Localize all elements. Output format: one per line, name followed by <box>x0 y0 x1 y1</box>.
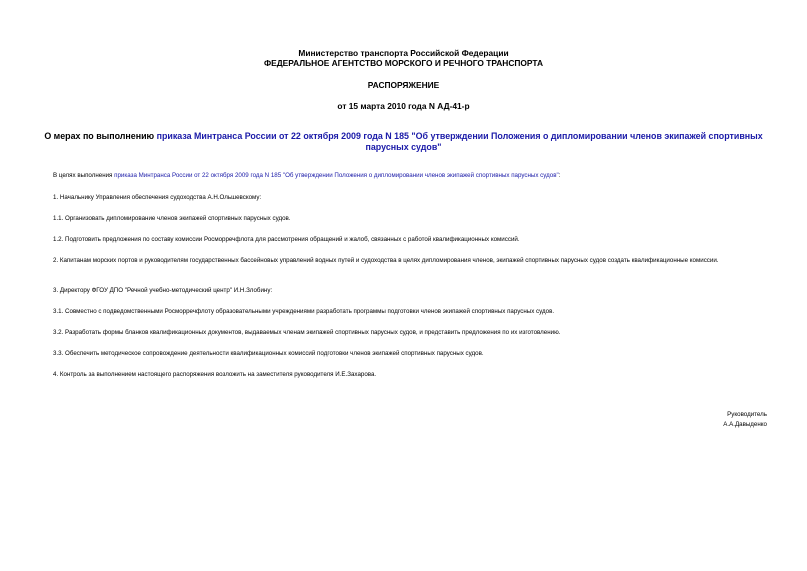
ministry-heading: Министерство транспорта Российской Федерации <box>298 48 509 58</box>
paragraph-4: 4. Контроль за выполнением настоящего распоряжения возложить на заместителя руководителя И.Е.Захарова. <box>53 371 377 378</box>
document-title <box>40 131 767 153</box>
intro-order-link[interactable]: приказа Минтранса России от 22 октября 2009 года N 185 "Об утверждении Положения о дипломировании членов экипажей спортивных парусных судов" <box>114 172 559 179</box>
paragraph-1: 1. Начальнику Управления обеспечения судоходства А.Н.Ольшевскому: <box>53 194 262 201</box>
paragraph-3-1: 3.1. Совместно с подведомственными Росморречфлоту образовательными учреждениями разработать программы подготовки членов экипажей спортивных парусных судов. <box>53 308 555 315</box>
title-order-link[interactable]: приказа Минтранса России от 22 октября 2009 года N 185 "Об утверждении Положения о дипломировании членов экипажей спортивных парусных судов" <box>156 131 763 152</box>
paragraph-2: 2. Капитанам морских портов и руководителям государственных бассейновых управлений водных путей и судоходства в целях дипломирования членов, экипажей спортивных парусных судов создать квалификационные комиссии. <box>53 257 719 264</box>
agency-heading: ФЕДЕРАЛЬНОЕ АГЕНТСТВО МОРСКОГО И РЕЧНОГО ТРАНСПОРТА <box>263 58 544 68</box>
paragraph-1-1: 1.1. Организовать дипломирование членов экипажей спортивных парусных судов. <box>53 215 291 222</box>
title-prefix: О мерах по выполнению <box>44 131 157 141</box>
signature-position: Руководитель <box>727 411 767 418</box>
paragraph-3: 3. Директору ФГОУ ДПО "Речной учебно-методический центр" И.Н.Злобину: <box>53 287 273 294</box>
intro-suffix: : <box>558 172 561 179</box>
signature-name: А.А.Давыденко <box>723 421 767 428</box>
document-type: РАСПОРЯЖЕНИЕ <box>367 80 440 90</box>
paragraph-1-2: 1.2. Подготовить предложения по составу комиссии Росморречфлота для рассмотрения обращений и жалоб, связанных с работой квалификационных комиссий. <box>53 236 520 243</box>
intro-paragraph <box>40 171 767 180</box>
paragraph-3-3: 3.3. Обеспечить методическое сопровождение деятельности квалификационных комиссий подготовки членов экипажей спортивных парусных судов. <box>53 350 484 357</box>
intro-prefix: В целях выполнения <box>53 172 115 179</box>
paragraph-3-2: 3.2. Разработать формы бланков квалификационных документов, выдаваемых членам экипажей спортивных парусных судов, и представить предложения по их изготовлению. <box>53 329 561 336</box>
document-date-number: от 15 марта 2010 года N АД-41-р <box>337 101 470 111</box>
